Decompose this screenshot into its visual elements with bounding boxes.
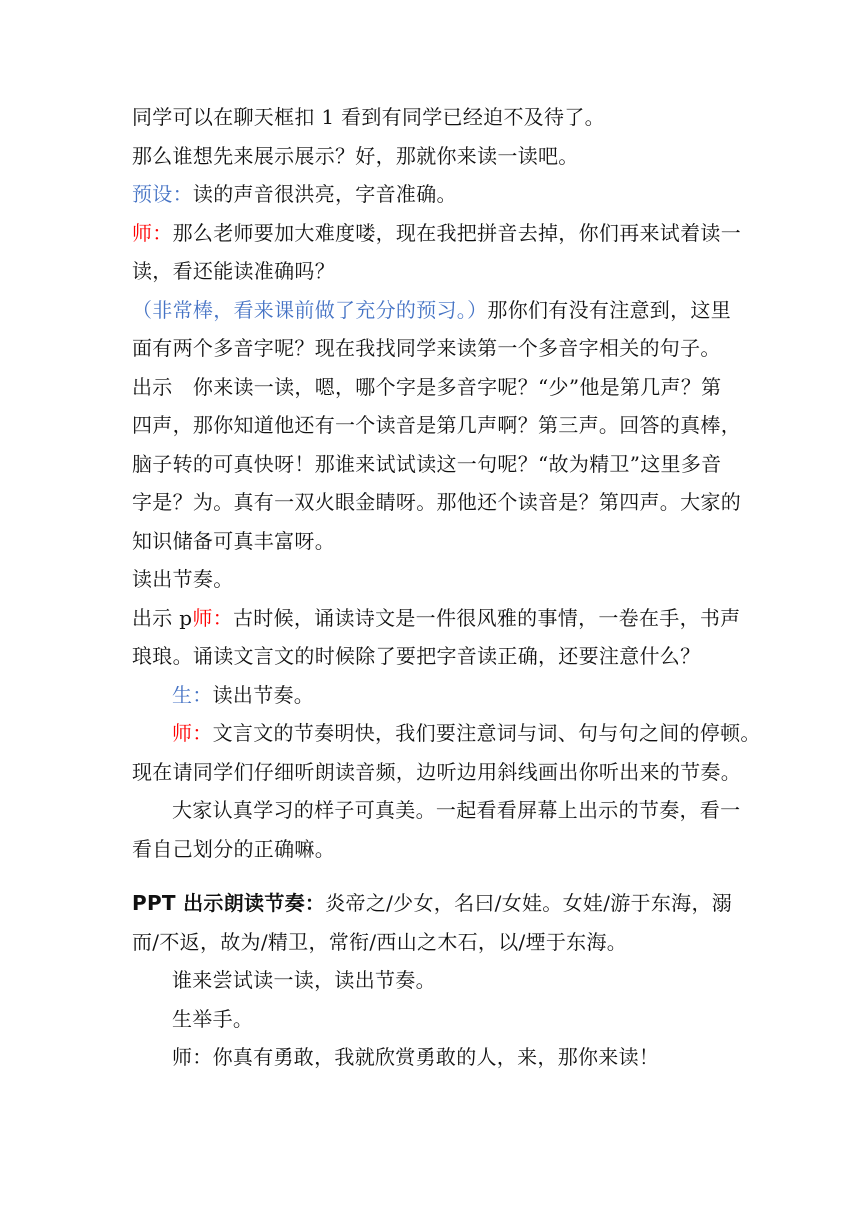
line-text: 出示 你来读一读，嗯，哪个字是多音字呢？“少”他是第几声？第: [132, 374, 722, 399]
line-text: 同学可以在聊天框扣 1 看到有同学已经迫不及待了。: [132, 105, 605, 129]
paragraph-line: [132, 522, 732, 561]
teacher-label: 师：: [132, 220, 173, 245]
paragraph-line: [132, 291, 732, 330]
line-text: 炎帝之/少女，名曰/女娃。女娃/游于东海，溺: [325, 891, 733, 915]
line-text: 那么谁想先来展示展示？好，那就你来读一读吧。: [132, 143, 579, 168]
paragraph-line: [132, 252, 732, 291]
paragraph-line: [132, 329, 732, 368]
paragraph-line: [132, 445, 732, 484]
teacher-label: 师：: [192, 605, 233, 630]
paragraph-line: [132, 753, 741, 792]
paragraph-line: [132, 406, 741, 445]
paragraph-line: [132, 214, 742, 253]
line-text: 脑子转的可真快呀！那谁来试试读这一句呢？“故为精卫”这里多音: [132, 451, 722, 476]
line-text: 大家认真学习的样子可真美。一起看看屏幕上出示的节奏，看一: [172, 798, 741, 822]
paragraph-line: [132, 637, 732, 676]
paragraph-line: [132, 175, 732, 214]
line-text: 读，看还能读准确吗？: [132, 259, 335, 283]
line-text: 那你们有没有注意到，这里: [487, 297, 732, 322]
paragraph-line: [132, 98, 732, 137]
paragraph-line: [132, 1038, 732, 1077]
document-body: [132, 98, 761, 1077]
line-text: 字是？为。真有一双火眼金睛呀。那他还个读音是？第四声。大家的: [132, 490, 741, 514]
paragraph-line: [132, 884, 732, 923]
teacher-label: 师：: [172, 721, 213, 745]
comment-note: （非常棒，看来课前做了充分的预习。）: [132, 297, 488, 322]
preset-label: 预设：: [132, 182, 193, 206]
paragraph-line: [132, 714, 761, 753]
paragraph-line: [132, 560, 732, 599]
ppt-label: PPT 出示朗读节奏：: [132, 891, 326, 915]
paragraph-line: [132, 830, 732, 869]
line-text: 而/不返，故为/精卫，常衔/西山之木石，以/堙于东海。: [132, 929, 628, 954]
line-text: 读出节奏。: [132, 567, 234, 591]
paragraph-line: [132, 791, 741, 830]
paragraph-line: [132, 676, 732, 715]
paragraph-line: [132, 483, 741, 522]
line-text: 古时候，诵读诗文是一件很风雅的事情，一卷在手，书声: [232, 605, 741, 630]
paragraph-line: [132, 368, 732, 407]
line-text: 琅琅。诵读文言文的时候除了要把字音读正确，还要注意什么？: [132, 644, 701, 668]
line-text: 文言文的节奏明快，我们要注意词与词、句与句之间的停顿。: [212, 721, 761, 745]
line-text: 知识储备可真丰富呀。: [132, 528, 335, 553]
line-text: 那么老师要加大难度喽，现在我把拼音去掉，你们再来试着读一: [172, 220, 742, 245]
line-prefix: 出示 p: [132, 605, 193, 630]
line-text: 读的声音很洪亮，字音准确。: [192, 182, 457, 206]
student-label: 生：: [172, 682, 213, 707]
line-text: 看自己划分的正确嘛。: [132, 836, 335, 861]
paragraph-line: [132, 137, 732, 176]
line-text: 读出节奏。: [212, 682, 315, 707]
paragraph-line: [132, 923, 732, 962]
line-text: 四声，那你知道他还有一个读音是第几声啊？第三声。回答的真棒，: [132, 413, 741, 437]
line-text: 师：你真有勇敢，我就欣赏勇敢的人，来，那你来读！: [172, 1045, 660, 1069]
line-text: 谁来尝试读一读，读出节奏。: [172, 968, 436, 992]
line-text: 现在请同学们仔细听朗读音频，边听边用斜线画出你听出来的节奏。: [132, 759, 741, 784]
paragraph-line: [132, 599, 741, 638]
line-text: 面有两个多音字呢？现在我找同学来读第一个多音字相关的句子。: [132, 336, 721, 360]
line-text: 生举手。: [172, 1006, 254, 1031]
paragraph-line: [132, 961, 732, 1000]
paragraph-line: [132, 1000, 732, 1039]
